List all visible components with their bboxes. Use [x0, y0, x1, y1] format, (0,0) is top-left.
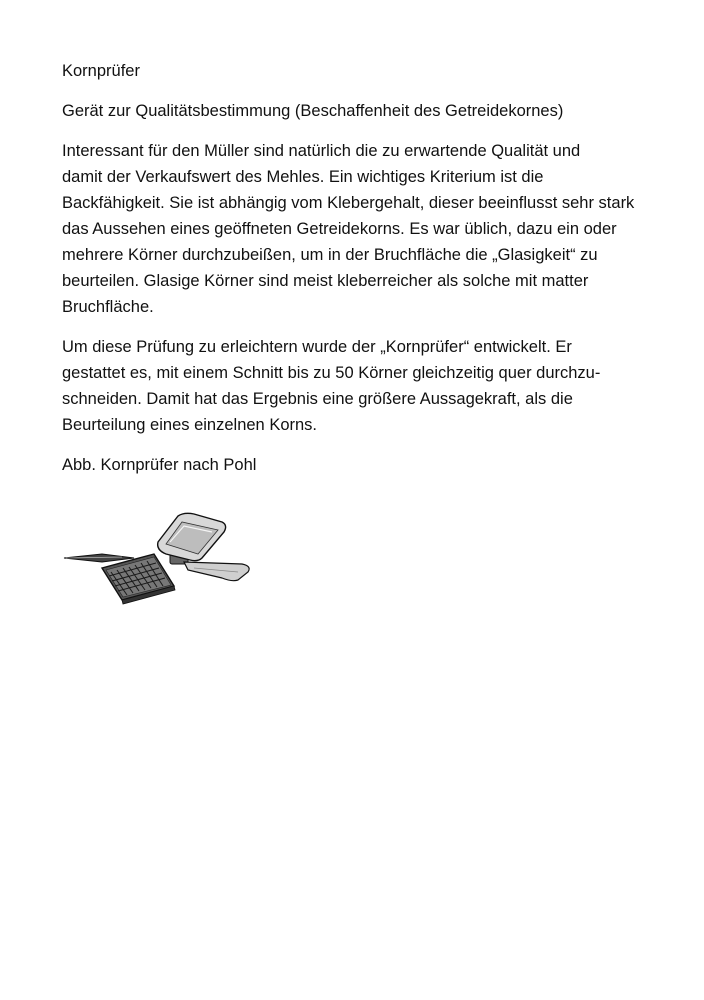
paragraph-2-line: gestattet es, mit einem Schnitt bis zu 50 Körner gleichzeitig quer durchzu- — [62, 364, 601, 382]
paragraph-1-line: Interessant für den Müller sind natürlich die zu erwartende Qualität und — [62, 142, 581, 160]
paragraph-2-line: Beurteilung eines einzelnen Korns. — [62, 416, 318, 434]
paragraph-1 — [62, 138, 662, 320]
paragraph-2 — [62, 334, 662, 438]
paragraph-2-line: schneiden. Damit hat das Ergebnis eine größere Aussagekraft, als die — [62, 390, 573, 408]
document-title: Kornprüfer — [62, 62, 140, 80]
figure-caption: Abb. Kornprüfer nach Pohl — [62, 456, 257, 474]
paragraph-1-line: Bruchfläche. — [62, 298, 154, 316]
paragraph-1-line: Backfähigkeit. Sie ist abhängig vom Klebergehalt, dieser beeinflusst sehr stark — [62, 194, 635, 212]
document-body — [62, 58, 662, 478]
paragraph-1-line: das Aussehen eines geöffneten Getreidekorns. Es war üblich, dazu ein oder — [62, 220, 617, 238]
paragraph-1-line: beurteilen. Glasige Körner sind meist kleberreicher als solche mit matter — [62, 272, 589, 290]
document-subtitle: Gerät zur Qualitätsbestimmung (Beschaffenheit des Getreidekornes) — [62, 102, 564, 120]
paragraph-1-line: damit der Verkaufswert des Mehles. Ein wichtiges Kriterium ist die — [62, 168, 544, 186]
paragraph-1-line: mehrere Körner durchzubeißen, um in der Bruchfläche die „Glasigkeit“ zu — [62, 246, 598, 264]
kornpruefer-illustration — [62, 510, 254, 606]
paragraph-2-line: Um diese Prüfung zu erleichtern wurde der „Kornprüfer“ entwickelt. Er — [62, 338, 572, 356]
